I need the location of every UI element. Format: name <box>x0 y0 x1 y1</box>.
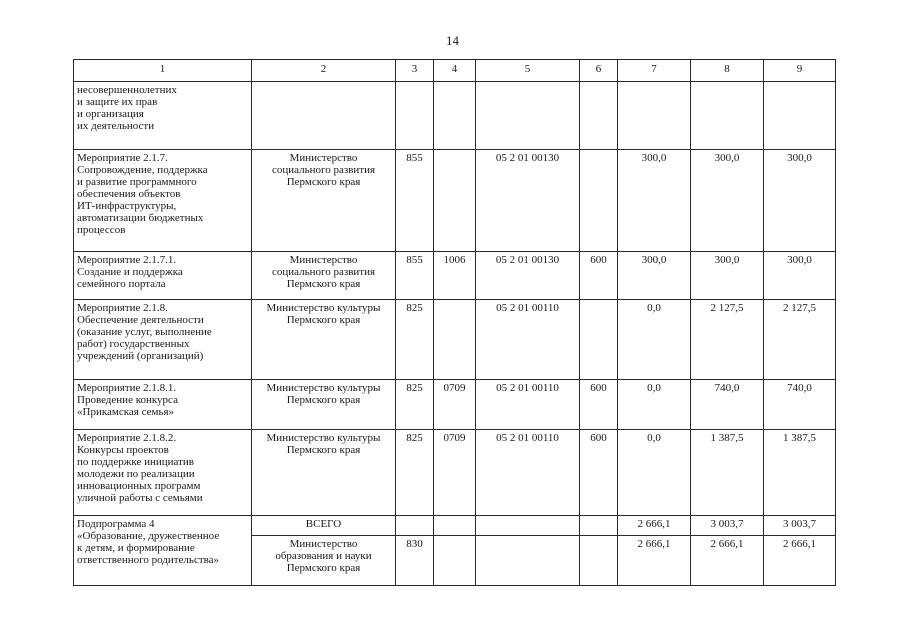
amount-col-8-cell: 2 127,5 <box>691 300 764 380</box>
ministry-code-cell: 825 <box>396 300 434 380</box>
header-col-1: 1 <box>74 60 252 82</box>
amount-col-8-cell: 3 003,7 <box>691 516 764 536</box>
amount-col-9-cell: 2 666,1 <box>764 536 836 586</box>
header-col-6: 6 <box>580 60 618 82</box>
ministry-code-cell: 825 <box>396 380 434 430</box>
executor-cell: Министерство культуры Пермского края <box>252 430 396 516</box>
expense-type-cell <box>580 150 618 252</box>
section-code-cell: 0709 <box>434 430 476 516</box>
amount-col-7-cell: 0,0 <box>618 380 691 430</box>
amount-col-9-cell <box>764 82 836 150</box>
executor-cell: Министерство социального развития Пермского края <box>252 150 396 252</box>
section-code-cell: 1006 <box>434 252 476 300</box>
table-row <box>74 430 836 516</box>
amount-col-8-cell: 300,0 <box>691 252 764 300</box>
header-col-2: 2 <box>252 60 396 82</box>
ministry-code-cell: 855 <box>396 252 434 300</box>
table-row <box>74 150 836 252</box>
header-col-3: 3 <box>396 60 434 82</box>
activity-name-cell: Мероприятие 2.1.8. Обеспечение деятельности (оказание услуг, выполнение работ) государственных учреждений (организаций) <box>74 300 252 380</box>
amount-col-7-cell: 300,0 <box>618 150 691 252</box>
table-row <box>74 252 836 300</box>
ministry-code-cell: 855 <box>396 150 434 252</box>
amount-col-8-cell <box>691 82 764 150</box>
ministry-code-cell <box>396 82 434 150</box>
expense-type-cell <box>580 300 618 380</box>
section-code-cell <box>434 516 476 536</box>
table-body <box>74 82 836 586</box>
amount-col-9-cell: 300,0 <box>764 150 836 252</box>
ministry-code-cell: 830 <box>396 536 434 586</box>
amount-col-8-cell: 300,0 <box>691 150 764 252</box>
ministry-code-cell <box>396 516 434 536</box>
expense-type-cell <box>580 516 618 536</box>
activity-name-cell: Мероприятие 2.1.8.2. Конкурсы проектов по поддержке инициатив молодежи по реализации инновационных программ уличной работы с семьями <box>74 430 252 516</box>
table-row <box>74 380 836 430</box>
amount-col-8-cell: 1 387,5 <box>691 430 764 516</box>
expense-type-cell: 600 <box>580 430 618 516</box>
target-article-cell: 05 2 01 00130 <box>476 150 580 252</box>
header-col-5: 5 <box>476 60 580 82</box>
amount-col-8-cell: 740,0 <box>691 380 764 430</box>
amount-col-7-cell <box>618 82 691 150</box>
target-article-cell <box>476 82 580 150</box>
activity-name-cell: Мероприятие 2.1.7. Сопровождение, поддержка и развитие программного обеспечения объектов ИТ-инфраструктуры, автоматизации бюджетных процессов <box>74 150 252 252</box>
amount-col-7-cell: 0,0 <box>618 300 691 380</box>
target-article-cell: 05 2 01 00110 <box>476 300 580 380</box>
target-article-cell: 05 2 01 00110 <box>476 380 580 430</box>
subprogram-total-row <box>74 516 836 536</box>
amount-col-9-cell: 2 127,5 <box>764 300 836 380</box>
section-code-cell <box>434 150 476 252</box>
table-row <box>74 300 836 380</box>
section-code-cell <box>434 300 476 380</box>
table-header-row <box>74 60 836 82</box>
subprogram-name-cell: Подпрограмма 4 «Образование, дружественное к детям, и формирование ответственного родительства» <box>74 516 252 586</box>
budget-table <box>73 59 836 586</box>
executor-cell: Министерство образования и науки Пермского края <box>252 536 396 586</box>
amount-col-9-cell: 740,0 <box>764 380 836 430</box>
executor-cell <box>252 82 396 150</box>
target-article-cell: 05 2 01 00130 <box>476 252 580 300</box>
target-article-cell <box>476 516 580 536</box>
activity-name-cell: Мероприятие 2.1.7.1. Создание и поддержка семейного портала <box>74 252 252 300</box>
executor-cell: Министерство культуры Пермского края <box>252 300 396 380</box>
ministry-code-cell: 825 <box>396 430 434 516</box>
amount-col-7-cell: 2 666,1 <box>618 516 691 536</box>
amount-col-9-cell: 300,0 <box>764 252 836 300</box>
executor-cell: Министерство социального развития Пермского края <box>252 252 396 300</box>
header-col-9: 9 <box>764 60 836 82</box>
amount-col-8-cell: 2 666,1 <box>691 536 764 586</box>
amount-col-9-cell: 3 003,7 <box>764 516 836 536</box>
total-label-cell: ВСЕГО <box>252 516 396 536</box>
activity-name-cell: несовершеннолетних и защите их прав и организация их деятельности <box>74 82 252 150</box>
expense-type-cell: 600 <box>580 252 618 300</box>
amount-col-7-cell: 0,0 <box>618 430 691 516</box>
activity-name-cell: Мероприятие 2.1.8.1. Проведение конкурса «Прикамская семья» <box>74 380 252 430</box>
amount-col-9-cell: 1 387,5 <box>764 430 836 516</box>
amount-col-7-cell: 300,0 <box>618 252 691 300</box>
header-col-8: 8 <box>691 60 764 82</box>
section-code-cell <box>434 536 476 586</box>
section-code-cell: 0709 <box>434 380 476 430</box>
section-code-cell <box>434 82 476 150</box>
header-col-7: 7 <box>618 60 691 82</box>
target-article-cell: 05 2 01 00110 <box>476 430 580 516</box>
amount-col-7-cell: 2 666,1 <box>618 536 691 586</box>
expense-type-cell: 600 <box>580 380 618 430</box>
expense-type-cell <box>580 536 618 586</box>
page-number: 14 <box>446 33 459 48</box>
expense-type-cell <box>580 82 618 150</box>
header-col-4: 4 <box>434 60 476 82</box>
executor-cell: Министерство культуры Пермского края <box>252 380 396 430</box>
target-article-cell <box>476 536 580 586</box>
table-row <box>74 82 836 150</box>
